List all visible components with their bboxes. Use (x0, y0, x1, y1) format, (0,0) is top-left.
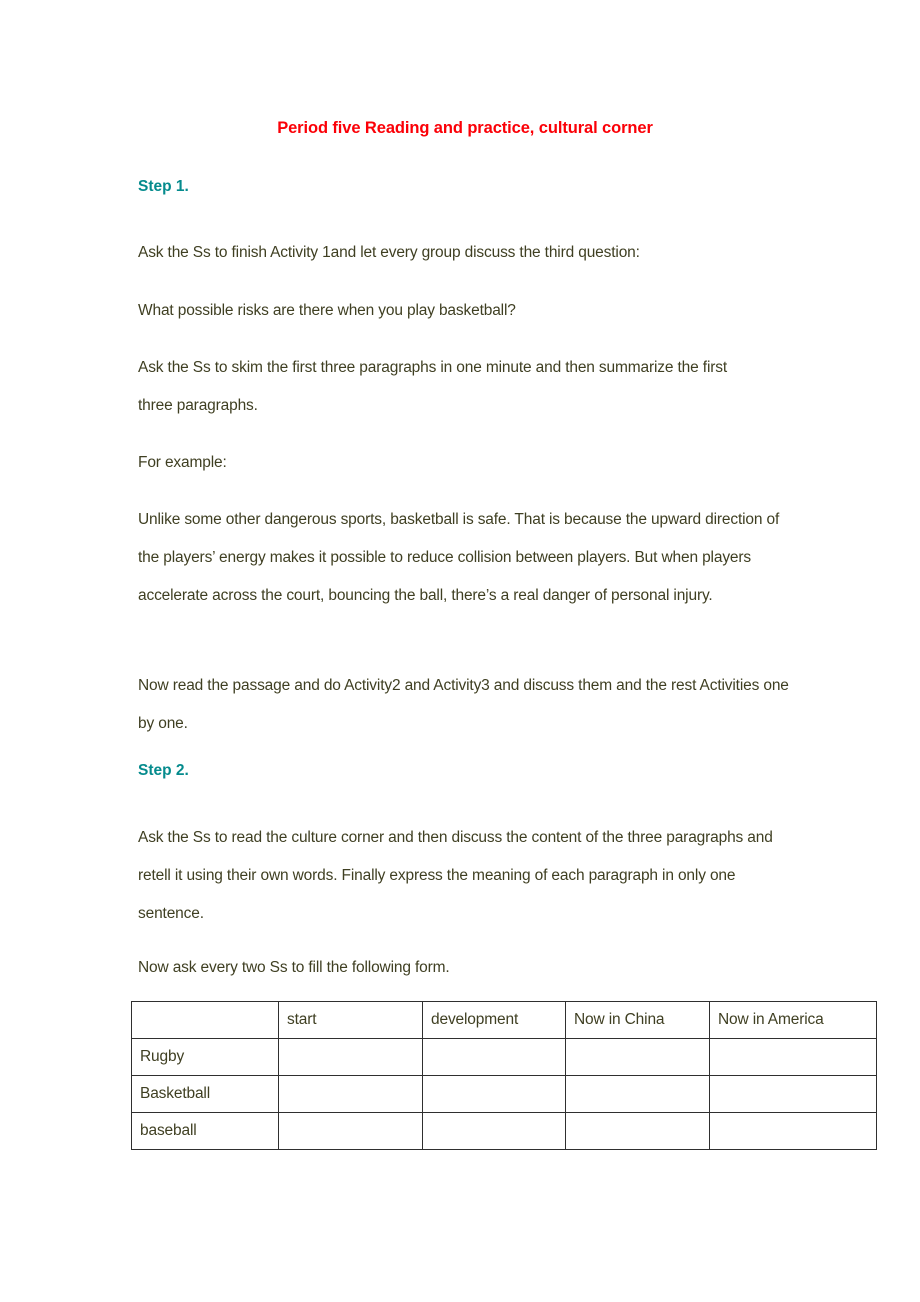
paragraph-risks-question: What possible risks are there when you play basketball? (138, 302, 516, 319)
table-cell-rugby-development[interactable] (423, 1039, 566, 1076)
table-header-row (132, 1002, 877, 1039)
table-cell-basketball-now-in-china[interactable] (566, 1076, 710, 1113)
paragraph-basketball-safety: Unlike some other dangerous sports, basketball is safe. That is because the upward direction of the players’ energy makes it possible to reduce collision between players. But when players accelerate across the court, bouncing the ball, there’s a real danger of personal injury. (138, 511, 780, 604)
table-header-cell-blank (132, 1002, 279, 1039)
sports-comparison-table (131, 1001, 877, 1150)
table-cell-rugby-now-in-america[interactable] (710, 1039, 877, 1076)
page-title: Period five Reading and practice, cultural corner (277, 119, 653, 137)
table-row-label-basketball: Basketball (132, 1076, 279, 1113)
table-header-cell-start: start (279, 1002, 423, 1039)
table-row (132, 1076, 877, 1113)
paragraph-now-read-passage: Now read the passage and do Activity2 and Activity3 and discuss them and the rest Activities one by one. (138, 677, 789, 732)
table-cell-baseball-start[interactable] (279, 1113, 423, 1150)
table-row (132, 1039, 877, 1076)
table-cell-basketball-now-in-america[interactable] (710, 1076, 877, 1113)
table-cell-baseball-now-in-china[interactable] (566, 1113, 710, 1150)
paragraph-activity-one: Ask the Ss to finish Activity 1and let every group discuss the third question: (138, 244, 640, 261)
paragraph-skim-instruction: Ask the Ss to skim the first three paragraphs in one minute and then summarize the first three paragraphs. (138, 359, 727, 414)
paragraph-culture-corner: Ask the Ss to read the culture corner and then discuss the content of the three paragraphs and retell it using their own words. Finally express the meaning of each paragraph in only one sentence. (138, 829, 773, 922)
table-row (132, 1113, 877, 1150)
table-cell-rugby-now-in-china[interactable] (566, 1039, 710, 1076)
table-cell-basketball-start[interactable] (279, 1076, 423, 1113)
table-row-label-rugby: Rugby (132, 1039, 279, 1076)
table-cell-baseball-development[interactable] (423, 1113, 566, 1150)
table-cell-basketball-development[interactable] (423, 1076, 566, 1113)
table-header-cell-now-in-china: Now in China (566, 1002, 710, 1039)
paragraph-fill-form: Now ask every two Ss to fill the following form. (138, 959, 450, 976)
section-heading-step-1: Step 1. (138, 178, 189, 195)
table-cell-rugby-start[interactable] (279, 1039, 423, 1076)
table-row-label-baseball: baseball (132, 1113, 279, 1150)
section-heading-step-2: Step 2. (138, 762, 189, 779)
table-header-cell-development: development (423, 1002, 566, 1039)
paragraph-for-example: For example: (138, 454, 227, 471)
table-header-cell-now-in-america: Now in America (710, 1002, 877, 1039)
table-cell-baseball-now-in-america[interactable] (710, 1113, 877, 1150)
